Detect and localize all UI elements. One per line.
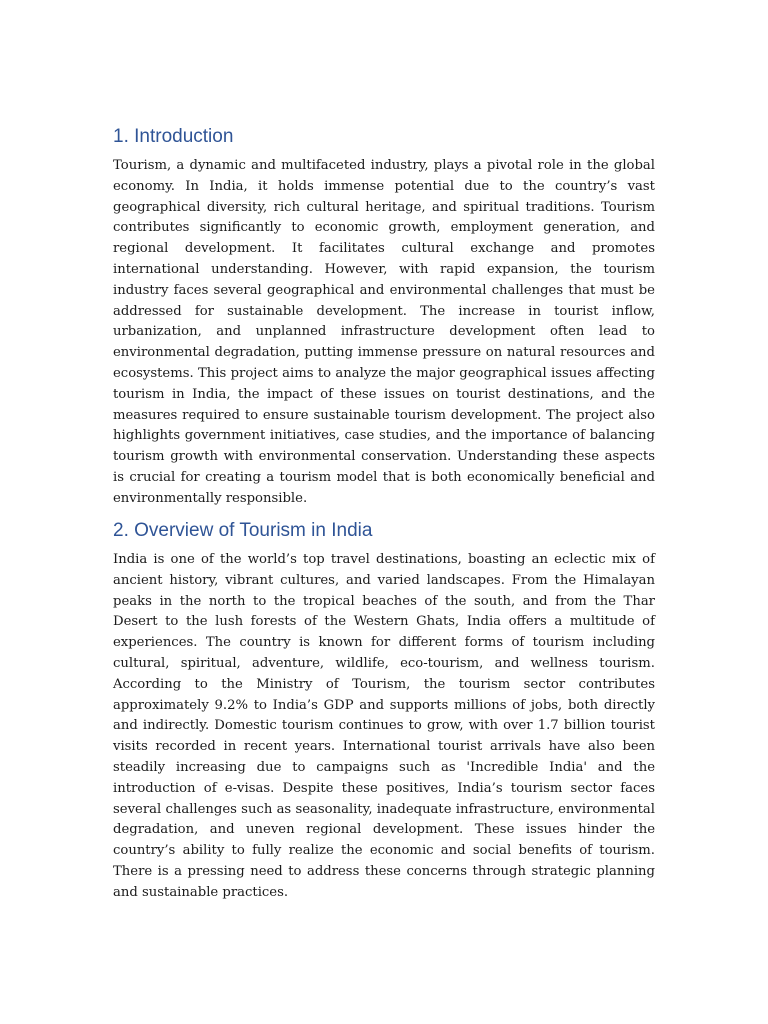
section-body: India is one of the world’s top travel destinations, boasting an eclectic mix of ancient history, vibrant cultures, and varied landscapes. From the Himalayan peaks in the north to the tropical beaches of the south, and from the Thar Desert to the lush forests of the Western Ghats, India offers a multitude of experiences. The country is known for different forms of tourism including cultural, spiritual, adventure, wildlife, eco-tourism, and wellness tourism. According to the Ministry of Tourism, the tourism sector contributes approximately 9.2% to India’s GDP and supports millions of jobs, both directly and indirectly. Domestic tourism continues to grow, with over 1.7 billion tourist visits recorded in recent years. International tourist arrivals have also been steadily increasing due to campaigns such as 'Incredible India' and the introduction of e-visas. Despite these positives, India’s tourism sector faces several challenges such as seasonality, inadequate infrastructure, environmental degradation, and uneven regional development. These issues hinder the country’s ability to fully realize the economic and social benefits of tourism. There is a pressing need to address these concerns through strategic planning and sustainable practices. [113,552,655,900]
section-introduction [113,124,655,510]
section-overview [113,518,655,904]
section-heading: 1. Introduction [113,126,234,147]
section-heading: 2. Overview of Tourism in India [113,520,373,541]
section-body: Tourism, a dynamic and multifaceted industry, plays a pivotal role in the global economy. In India, it holds immense potential due to the country’s vast geographical diversity, rich cultural heritage, and spiritual traditions. Tourism contributes significantly to economic growth, employment generation, and regional development. It facilitates cultural exchange and promotes international understanding. However, with rapid expansion, the tourism industry faces several geographical and environmental challenges that must be addressed for sustainable development. The increase in tourist inflow, urbanization, and unplanned infrastructure development often lead to environmental degradation, putting immense pressure on natural resources and ecosystems. This project aims to analyze the major geographical issues affecting tourism in India, the impact of these issues on tourist destinations, and the measures required to ensure sustainable tourism development. The project also highlights government initiatives, case studies, and the importance of balancing tourism growth with environmental conservation. Understanding these aspects is crucial for creating a tourism model that is both economically beneficial and environmentally responsible. [113,158,655,506]
